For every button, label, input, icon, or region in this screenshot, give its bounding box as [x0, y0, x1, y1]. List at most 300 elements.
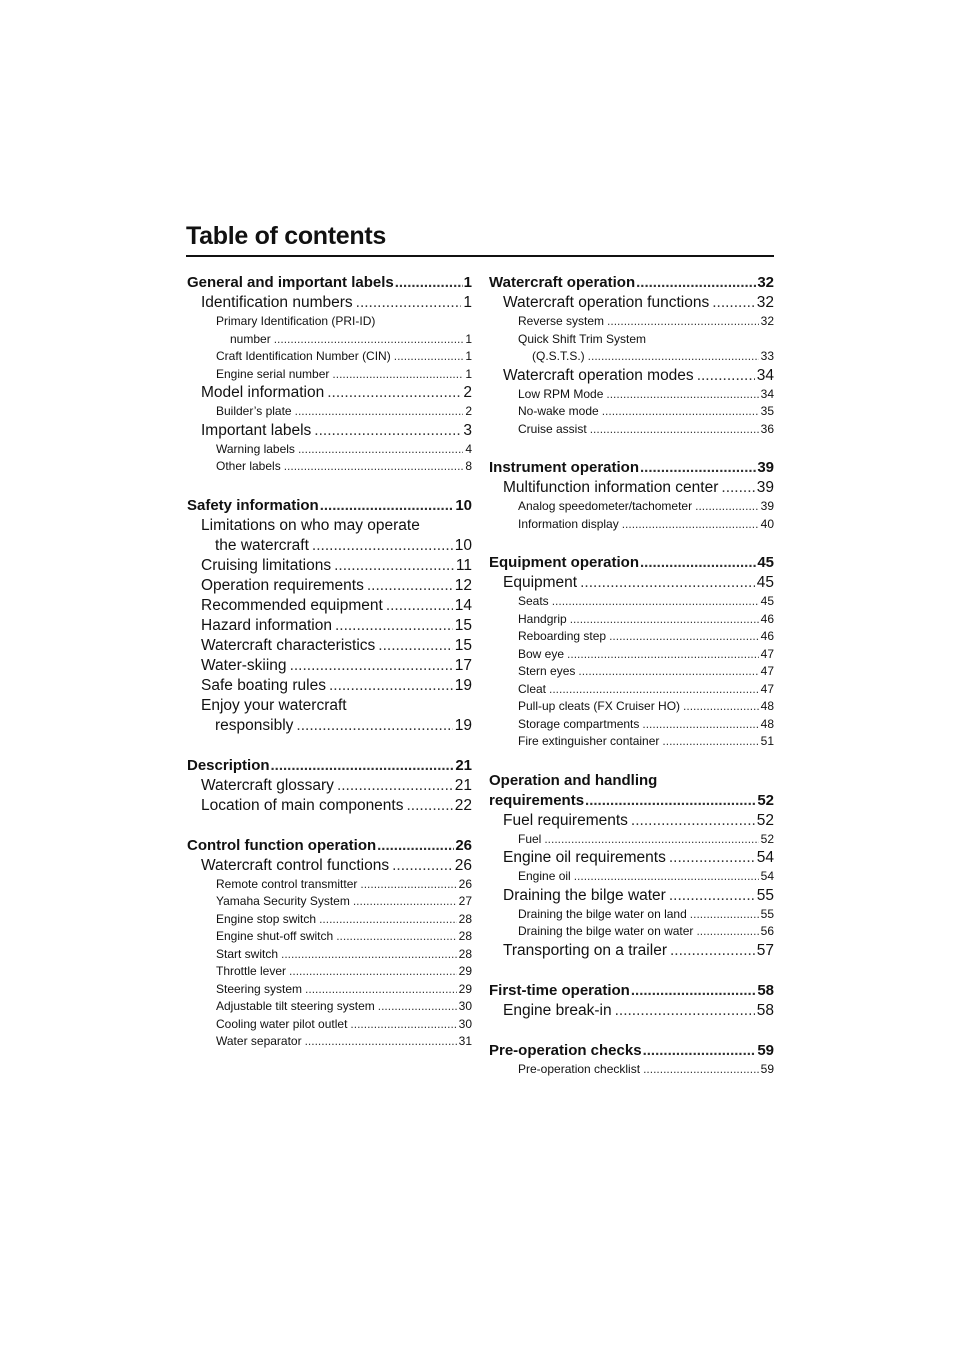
toc-leader-dots	[350, 1016, 456, 1034]
toc-entry-title: Safety information	[187, 496, 319, 514]
toc-entry[interactable]	[187, 556, 472, 576]
toc-page-number: 21	[455, 756, 472, 774]
toc-entry-title: Water separator	[216, 1034, 302, 1048]
toc-entry[interactable]	[187, 348, 472, 366]
toc-leader-dots	[334, 556, 454, 576]
toc-leader-dots	[281, 946, 457, 964]
toc-entry[interactable]	[187, 911, 472, 929]
toc-page-number: 57	[756, 941, 774, 959]
toc-entry-title: Important labels	[201, 421, 312, 439]
toc-entry[interactable]	[187, 856, 472, 876]
toc-leader-dots	[392, 856, 453, 876]
toc-page-number: 10	[454, 536, 472, 554]
toc-entry[interactable]	[489, 403, 774, 421]
toc-entry-title: Information display	[518, 516, 619, 531]
toc-section	[187, 496, 472, 736]
toc-leader-dots	[669, 886, 755, 906]
toc-entry-title: Craft Identification Number (CIN)	[216, 349, 391, 363]
toc-section-heading[interactable]	[489, 981, 774, 1001]
toc-page-number: 55	[756, 886, 774, 904]
toc-leader-dots	[590, 421, 759, 439]
toc-entry-title: number	[230, 331, 271, 346]
toc-entry[interactable]	[489, 1001, 774, 1021]
toc-page-number: 19	[454, 716, 472, 734]
toc-page-number: 3	[463, 421, 472, 439]
toc-entry[interactable]	[489, 646, 774, 664]
toc-page-number: 46	[760, 611, 774, 626]
toc-entry[interactable]	[187, 656, 472, 676]
toc-leader-dots	[631, 981, 756, 1001]
toc-page-number: 30	[458, 1016, 472, 1031]
toc-entry-title: Handgrip	[518, 611, 567, 626]
toc-leader-dots	[609, 628, 759, 646]
toc-entry-title: General and important labels	[187, 274, 394, 291]
toc-page-number: 11	[455, 556, 472, 574]
toc-entry-title: Yamaha Security System	[216, 894, 350, 908]
toc-page-number: 45	[756, 574, 774, 591]
toc-entry[interactable]	[489, 313, 774, 331]
toc-entry[interactable]	[489, 293, 774, 313]
title-rule	[186, 255, 774, 257]
toc-leader-dots	[336, 928, 456, 946]
toc-page-number: 35	[760, 404, 774, 418]
toc-page-number: 26	[455, 836, 472, 854]
toc-page-number: 32	[756, 294, 774, 311]
toc-leader-dots	[356, 293, 462, 313]
toc-entry-title: Engine oil	[518, 869, 571, 883]
toc-page-number: 45	[760, 594, 774, 608]
toc-leader-dots	[607, 313, 759, 331]
toc-entry[interactable]	[489, 573, 774, 593]
toc-entry-title: Engine stop switch	[216, 911, 317, 926]
toc-entry-title: Draining the bilge water on land	[518, 906, 687, 921]
toc-leader-dots	[305, 981, 457, 999]
toc-section	[187, 273, 472, 476]
toc-entry[interactable]	[187, 946, 472, 964]
toc-entry[interactable]	[187, 616, 472, 636]
toc-entry[interactable]	[489, 498, 774, 516]
toc-entry-title: Water-skiing	[201, 656, 287, 674]
toc-leader-dots	[295, 403, 464, 421]
toc-entry-title: requirements	[489, 791, 585, 809]
toc-entry[interactable]	[187, 293, 472, 313]
toc-section-heading[interactable]	[489, 1041, 774, 1061]
toc-leader-dots	[274, 331, 464, 349]
toc-section-heading[interactable]	[187, 273, 472, 293]
toc-leader-dots	[327, 383, 461, 403]
toc-leader-dots	[585, 791, 756, 811]
toc-section	[489, 553, 774, 751]
toc-page-number: 47	[760, 664, 774, 678]
toc-entry-title: Warning labels	[216, 441, 295, 456]
toc-page-number: 15	[454, 616, 472, 634]
toc-leader-dots	[312, 536, 453, 556]
toc-entry[interactable]	[489, 698, 774, 716]
toc-page-number: 52	[760, 831, 774, 846]
toc-page-number: 55	[760, 906, 774, 921]
toc-leader-dots	[378, 998, 457, 1016]
toc-leader-dots	[394, 348, 464, 366]
toc-entry-title: No-wake mode	[518, 404, 599, 418]
toc-entry-title: Location of main components	[201, 796, 404, 814]
toc-leader-dots	[335, 616, 453, 636]
toc-page-number: 34	[756, 366, 774, 384]
toc-entry[interactable]	[489, 611, 774, 629]
toc-entry-title: Builder’s plate	[216, 404, 292, 418]
toc-leader-dots	[690, 906, 759, 924]
toc-page-number: 21	[454, 776, 472, 794]
toc-entry-title: Storage compartments	[518, 716, 640, 731]
toc-page-number: 52	[757, 791, 774, 809]
toc-entry[interactable]	[489, 941, 774, 961]
toc-entry-line[interactable]: Primary Identification (PRI-ID)	[216, 314, 376, 328]
toc-page-number: 56	[760, 924, 774, 938]
toc-entry-title: Cruise assist	[518, 421, 587, 436]
toc-entry-title: Start switch	[216, 946, 279, 961]
toc-leader-dots	[305, 1033, 457, 1051]
toc-column-left	[187, 273, 472, 1071]
toc-entry[interactable]	[187, 366, 472, 384]
toc-entry-title: Cleat	[518, 681, 547, 696]
toc-entry[interactable]	[489, 886, 774, 906]
toc-leader-dots	[662, 733, 758, 751]
toc-leader-dots	[337, 776, 453, 796]
toc-page-number: 14	[454, 596, 472, 614]
toc-entry-title: Watercraft operation	[489, 274, 636, 291]
toc-page-number: 28	[458, 946, 472, 961]
toc-page-number: 2	[463, 384, 472, 401]
toc-entry-line[interactable]: Quick Shift Trim System	[518, 331, 647, 346]
toc-page-number: 59	[760, 1061, 774, 1076]
toc-entry[interactable]	[489, 593, 774, 611]
toc-entry-title: Pull-up cleats (FX Cruiser HO)	[518, 699, 681, 713]
toc-leader-dots	[367, 576, 453, 596]
toc-page-number: 34	[760, 386, 774, 401]
toc-entry[interactable]	[187, 331, 472, 349]
toc-entry-title: Engine shut-off switch	[216, 929, 334, 943]
toc-entry-line[interactable]: Enjoy your watercraft	[201, 696, 347, 714]
toc-entry[interactable]	[489, 848, 774, 868]
toc-leader-dots	[290, 656, 453, 676]
toc-section-heading[interactable]	[187, 756, 472, 776]
toc-entry[interactable]	[489, 628, 774, 646]
toc-page-number: 26	[458, 876, 472, 891]
toc-leader-dots	[643, 1041, 757, 1061]
toc-entry-title: First-time operation	[489, 981, 630, 999]
toc-entry-title: Identification numbers	[201, 294, 353, 311]
toc-page-number: 48	[760, 699, 774, 713]
toc-entry-title: (Q.S.T.S.)	[532, 349, 585, 363]
toc-page-number: 54	[760, 869, 774, 883]
toc-entry[interactable]	[187, 998, 472, 1016]
toc-page-number: 15	[454, 636, 472, 654]
toc-entry[interactable]	[489, 923, 774, 941]
toc-leader-dots	[631, 811, 755, 831]
toc-section-heading[interactable]	[187, 496, 472, 516]
toc-entry-title: Stern eyes	[518, 664, 576, 678]
toc-entry-title: Watercraft operation functions	[503, 294, 710, 311]
toc-entry-title: Reboarding step	[518, 629, 607, 643]
toc-page-number: 52	[756, 811, 774, 829]
toc-entry-title: Instrument operation	[489, 459, 640, 476]
toc-entry[interactable]	[187, 403, 472, 421]
toc-entry[interactable]	[489, 868, 774, 886]
toc-entry[interactable]	[187, 636, 472, 656]
toc-leader-dots	[606, 386, 758, 404]
toc-page-number: 27	[458, 894, 472, 908]
toc-leader-dots	[695, 498, 759, 516]
toc-entry-title: Watercraft operation modes	[503, 366, 694, 384]
toc-entry-title: Pre-operation checks	[489, 1041, 642, 1059]
toc-entry-line[interactable]: Limitations on who may operate	[201, 516, 420, 534]
toc-entry-title: Equipment operation	[489, 554, 639, 571]
toc-page-number: 28	[458, 929, 472, 943]
toc-section	[187, 756, 472, 816]
toc-column-right	[489, 273, 774, 1098]
toc-entry-title: Low RPM Mode	[518, 386, 604, 401]
toc-entry[interactable]	[489, 366, 774, 386]
toc-entry[interactable]	[187, 576, 472, 596]
toc-entry-title: responsibly	[215, 716, 294, 734]
toc-page-number: 54	[756, 849, 774, 866]
toc-entry[interactable]	[187, 981, 472, 999]
toc-leader-dots	[712, 293, 755, 313]
toc-page-number: 1	[465, 366, 472, 381]
toc-leader-dots	[683, 698, 759, 716]
toc-section	[489, 273, 774, 438]
toc-entry-title: Hazard information	[201, 616, 332, 634]
toc-leader-dots	[640, 553, 756, 573]
toc-page-number: 22	[454, 796, 472, 814]
toc-page-number: 59	[757, 1041, 774, 1059]
toc-entry[interactable]	[187, 441, 472, 459]
toc-entry-title: Reverse system	[518, 314, 605, 328]
toc-entry[interactable]	[187, 928, 472, 946]
toc-page-number: 32	[757, 274, 774, 291]
toc-entry[interactable]	[489, 663, 774, 681]
toc-entry-title: Other labels	[216, 459, 281, 473]
toc-entry-title: Throttle lever	[216, 964, 287, 978]
toc-entry-title: Fuel	[518, 831, 542, 846]
toc-leader-dots	[642, 716, 758, 734]
toc-entry-title: Equipment	[503, 574, 578, 591]
toc-leader-dots	[406, 796, 452, 816]
toc-section-heading[interactable]	[489, 791, 774, 811]
toc-leader-dots	[670, 941, 755, 961]
toc-section	[489, 981, 774, 1021]
toc-leader-dots	[298, 441, 463, 459]
toc-entry-title: Operation requirements	[201, 576, 364, 594]
toc-entry[interactable]	[489, 681, 774, 699]
toc-entry-title: Engine oil requirements	[503, 849, 666, 866]
toc-section	[489, 458, 774, 533]
toc-page-number: 47	[760, 681, 774, 696]
toc-page-number: 1	[463, 294, 472, 311]
toc-entry[interactable]	[489, 811, 774, 831]
toc-page-number: 46	[760, 629, 774, 643]
toc-page-number: 19	[454, 676, 472, 694]
toc-leader-dots	[578, 663, 758, 681]
toc-entry[interactable]	[187, 421, 472, 441]
toc-leader-dots	[353, 893, 457, 911]
toc-leader-dots	[567, 646, 759, 664]
toc-entry[interactable]	[187, 536, 472, 556]
toc-page-number: 28	[458, 911, 472, 926]
toc-entry[interactable]	[489, 478, 774, 498]
toc-entry[interactable]	[489, 386, 774, 404]
toc-entry-title: Transporting on a trailer	[503, 941, 667, 959]
toc-entry[interactable]	[489, 716, 774, 734]
toc-entry-title: Safe boating rules	[201, 676, 326, 694]
toc-leader-dots	[377, 836, 454, 856]
toc-page-number: 1	[465, 349, 472, 363]
toc-page-number: 51	[760, 734, 774, 748]
toc-page-number: 26	[454, 856, 472, 874]
toc-leader-dots	[544, 831, 758, 849]
toc-page-number: 36	[760, 421, 774, 436]
toc-page-number: 58	[756, 1001, 774, 1019]
toc-leader-dots	[640, 458, 756, 478]
toc-entry[interactable]	[187, 1033, 472, 1051]
page-title: Table of contents	[186, 222, 387, 250]
toc-entry-title: Fuel requirements	[503, 811, 628, 829]
toc-entry-title: Pre-operation checklist	[518, 1061, 641, 1076]
toc-entry[interactable]	[187, 893, 472, 911]
toc-page-number: 31	[458, 1034, 472, 1048]
toc-page-number: 29	[458, 964, 472, 978]
toc-entry-title: Remote control transmitter	[216, 876, 358, 891]
toc-section	[489, 1041, 774, 1079]
toc-entry-title: Seats	[518, 594, 549, 608]
toc-leader-dots	[636, 273, 756, 293]
toc-section-title-line[interactable]: Operation and handling	[489, 771, 658, 789]
toc-section	[187, 836, 472, 1051]
toc-page-number: 12	[454, 576, 472, 594]
toc-leader-dots	[320, 496, 455, 516]
toc-leader-dots	[615, 1001, 755, 1021]
toc-section-heading[interactable]	[489, 553, 774, 573]
toc-leader-dots	[395, 273, 463, 293]
toc-entry-title: Cooling water pilot outlet	[216, 1016, 348, 1031]
toc-leader-dots	[271, 756, 455, 776]
toc-leader-dots	[570, 611, 759, 629]
toc-entry[interactable]	[489, 906, 774, 924]
toc-page-number: 39	[756, 479, 774, 496]
toc-entry-title: the watercraft	[215, 536, 309, 554]
toc-page-number: 1	[463, 274, 472, 291]
toc-leader-dots	[289, 963, 457, 981]
toc-page-number: 40	[760, 516, 774, 531]
toc-leader-dots	[386, 596, 453, 616]
toc-entry-title: Cruising limitations	[201, 556, 332, 574]
toc-entry[interactable]	[187, 383, 472, 403]
toc-page-number: 32	[760, 314, 774, 328]
toc-page-number: 39	[760, 499, 774, 513]
toc-entry[interactable]	[187, 716, 472, 736]
toc-entry-title: Draining the bilge water	[503, 886, 666, 904]
toc-entry-title: Fire extinguisher container	[518, 734, 660, 748]
toc-page-number: 47	[760, 646, 774, 661]
toc-entry[interactable]	[489, 348, 774, 366]
toc-entry-title: Engine break-in	[503, 1001, 612, 1019]
toc-entry[interactable]	[187, 458, 472, 476]
toc-leader-dots	[360, 876, 456, 894]
toc-entry[interactable]	[187, 796, 472, 816]
toc-leader-dots	[378, 636, 452, 656]
toc-entry[interactable]	[187, 596, 472, 616]
toc-leader-dots	[552, 593, 759, 611]
toc-entry-title: Adjustable tilt steering system	[216, 999, 375, 1013]
toc-leader-dots	[697, 366, 755, 386]
toc-entry-title: Steering system	[216, 981, 303, 996]
toc-page-number: 1	[465, 331, 472, 346]
toc-page-number: 10	[455, 496, 472, 514]
toc-entry-title: Analog speedometer/tachometer	[518, 499, 693, 513]
toc-leader-dots	[574, 868, 759, 886]
toc-leader-dots	[602, 403, 759, 421]
toc-leader-dots	[643, 1061, 759, 1079]
toc-section-heading[interactable]	[187, 836, 472, 856]
toc-page-number: 58	[757, 981, 774, 999]
toc-entry[interactable]	[187, 1016, 472, 1034]
toc-leader-dots	[329, 676, 453, 696]
toc-entry-title: Model information	[201, 384, 325, 401]
toc-entry-title: Multifunction information center	[503, 479, 719, 496]
toc-page-number: 17	[454, 656, 472, 674]
toc-leader-dots	[588, 348, 759, 366]
toc-section-heading[interactable]	[489, 458, 774, 478]
toc-entry-title: Description	[187, 756, 270, 774]
toc-entry[interactable]	[489, 421, 774, 439]
toc-entry[interactable]	[187, 776, 472, 796]
toc-entry-title: Recommended equipment	[201, 596, 383, 614]
toc-leader-dots	[580, 573, 755, 593]
toc-leader-dots	[669, 848, 755, 868]
toc-page-number: 45	[757, 554, 774, 571]
toc-entry-title: Watercraft characteristics	[201, 636, 376, 654]
toc-entry-title: Draining the bilge water on water	[518, 924, 694, 938]
toc-entry[interactable]	[187, 876, 472, 894]
toc-entry[interactable]	[489, 733, 774, 751]
toc-leader-dots	[332, 366, 463, 384]
toc-leader-dots	[314, 421, 461, 441]
toc-leader-dots	[319, 911, 457, 929]
toc-entry[interactable]	[187, 963, 472, 981]
toc-page-number: 48	[760, 716, 774, 731]
toc-leader-dots	[721, 478, 754, 498]
toc-entry[interactable]	[187, 676, 472, 696]
toc-entry-title: Watercraft glossary	[201, 776, 334, 794]
toc-page-number: 33	[760, 349, 774, 363]
toc-leader-dots	[549, 681, 759, 699]
toc-entry[interactable]	[489, 831, 774, 849]
toc-section-heading[interactable]	[489, 273, 774, 293]
toc-leader-dots	[284, 458, 464, 476]
toc-entry-title: Control function operation	[187, 836, 377, 854]
toc-entry[interactable]	[489, 1061, 774, 1079]
toc-leader-dots	[696, 923, 758, 941]
toc-page-number: 39	[757, 459, 774, 476]
toc-leader-dots	[296, 716, 452, 736]
toc-page-number: 29	[458, 981, 472, 996]
toc-entry-title: Bow eye	[518, 646, 565, 661]
toc-entry-title: Watercraft control functions	[201, 856, 390, 874]
toc-page-number: 4	[465, 441, 472, 456]
toc-entry[interactable]	[489, 516, 774, 534]
toc-leader-dots	[622, 516, 759, 534]
toc-page-number: 8	[465, 459, 472, 473]
toc-entry-title: Engine serial number	[216, 366, 330, 381]
